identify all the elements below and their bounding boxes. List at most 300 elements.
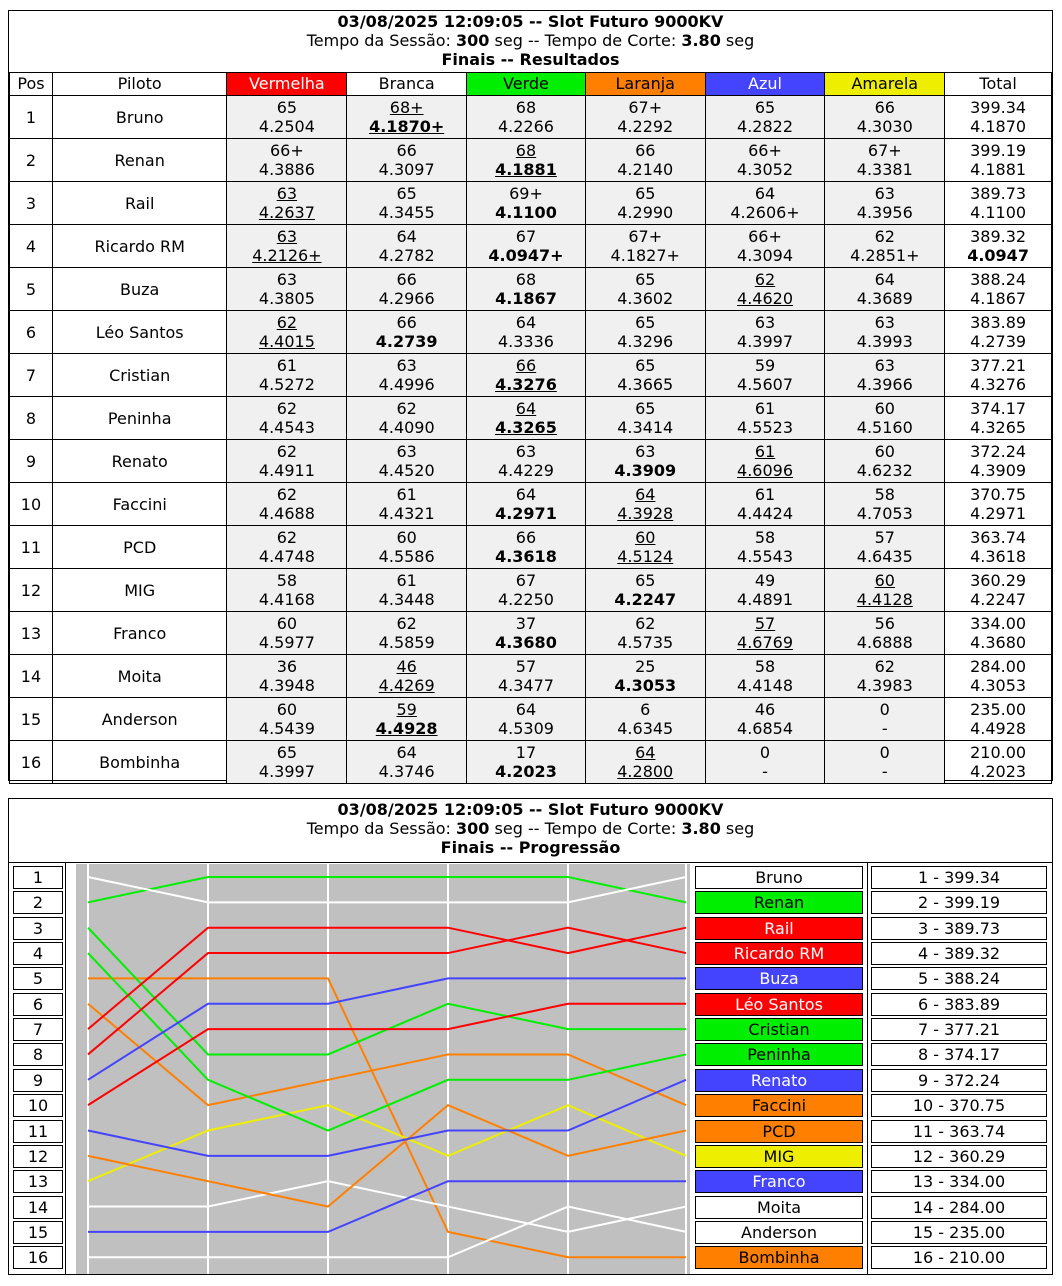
lane-result-cell xyxy=(705,96,825,139)
lane-result-cell xyxy=(227,354,347,397)
table-row xyxy=(10,268,1052,311)
laps-value: 64 xyxy=(635,743,656,762)
laps-value: 65 xyxy=(396,184,417,203)
lane-result-cell xyxy=(825,741,945,784)
laps-value: 0 xyxy=(879,743,890,762)
total-cell xyxy=(945,741,1052,784)
lap-time-value: 4.2266 xyxy=(497,117,554,136)
best-time: 4.2023 xyxy=(970,762,1027,781)
lane-result-cell xyxy=(467,655,586,698)
total-laps: 389.32 xyxy=(970,227,1027,246)
laps-value: 69+ xyxy=(509,184,543,203)
lap-time-value: 4.2606+ xyxy=(730,203,800,222)
table-row xyxy=(10,182,1052,225)
session-line: Tempo da Sessão: 300 seg -- Tempo de Corte: 3.80 seg xyxy=(306,819,755,838)
lane-result-cell xyxy=(825,225,945,268)
best-time: 4.3276 xyxy=(970,375,1027,394)
lane-result-cell xyxy=(467,569,586,612)
laps-value: 66+ xyxy=(748,227,782,246)
lane-result-cell xyxy=(467,96,586,139)
lane-result-cell xyxy=(705,483,825,526)
lap-time-value: - xyxy=(881,719,888,738)
laps-value: 61 xyxy=(754,399,776,418)
laps-value: 46 xyxy=(754,700,776,719)
laps-value: 63 xyxy=(276,184,298,203)
laps-value: 64 xyxy=(635,485,656,504)
lane-result-cell xyxy=(227,139,347,182)
legend-driver-name: Renan xyxy=(695,891,863,914)
legend-driver-name: Bombinha xyxy=(695,1246,863,1269)
total-cell xyxy=(945,698,1052,741)
pos-cell: 15 xyxy=(10,698,53,741)
laps-value: 61 xyxy=(754,442,776,461)
lap-time-value: 4.3746 xyxy=(378,762,435,781)
final-score: 3 - 389.73 xyxy=(871,917,1047,940)
lane-result-cell xyxy=(825,182,945,225)
lane-result-cell xyxy=(705,440,825,483)
legend-driver-name: Anderson xyxy=(695,1221,863,1244)
lap-time-value: 4.2140 xyxy=(617,160,674,179)
laps-value: 62 xyxy=(276,399,298,418)
laps-value: 62 xyxy=(276,313,298,332)
laps-value: 58 xyxy=(754,528,776,547)
pos-cell: 8 xyxy=(10,397,53,440)
lap-time-value: 4.5523 xyxy=(737,418,793,437)
laps-value: 58 xyxy=(754,657,776,676)
laps-value: 63 xyxy=(276,227,298,246)
laps-value: 49 xyxy=(754,571,776,590)
total-laps: 388.24 xyxy=(970,270,1027,289)
laps-value: 63 xyxy=(396,442,417,461)
laps-value: 63 xyxy=(515,442,537,461)
col-piloto: Piloto xyxy=(52,73,227,96)
final-score: 10 - 370.75 xyxy=(871,1094,1047,1117)
lap-time-value: 4.7053 xyxy=(856,504,913,523)
lane-result-cell xyxy=(347,225,467,268)
title-line: 03/08/2025 12:09:05 -- Slot Futuro 9000KV xyxy=(337,800,724,819)
lap-time-value: 4.4928 xyxy=(375,719,438,738)
laps-value: 66 xyxy=(515,356,537,375)
best-time: 4.4928 xyxy=(970,719,1027,738)
table-row xyxy=(10,569,1052,612)
driver-name: Renan xyxy=(52,139,227,182)
best-time: 4.1870 xyxy=(970,117,1027,136)
total-laps: 389.73 xyxy=(970,184,1027,203)
laps-value: 68 xyxy=(515,270,537,289)
total-cell xyxy=(945,268,1052,311)
lane-result-cell xyxy=(347,741,467,784)
lap-time-value: 4.4891 xyxy=(737,590,793,609)
lap-time-value: 4.3381 xyxy=(856,160,913,179)
laps-value: 67+ xyxy=(867,141,902,160)
lap-time-value: 4.5124 xyxy=(617,547,674,566)
position-label: 1 xyxy=(13,866,63,889)
laps-value: 64 xyxy=(396,227,417,246)
legend-driver-name: Franco xyxy=(695,1170,863,1193)
final-score: 12 - 360.29 xyxy=(871,1145,1047,1168)
divider xyxy=(867,862,868,1274)
lane-result-cell xyxy=(347,311,467,354)
lap-time-value: 4.3052 xyxy=(737,160,793,179)
lane-result-cell xyxy=(467,483,586,526)
lap-time-value: 4.1881 xyxy=(495,160,557,179)
pos-cell: 5 xyxy=(10,268,53,311)
lap-time-value: 4.3665 xyxy=(617,375,674,394)
table-row xyxy=(10,612,1052,655)
lane-result-cell xyxy=(825,440,945,483)
laps-value: 66 xyxy=(515,528,537,547)
lap-time-value: 4.3097 xyxy=(378,160,435,179)
laps-value: 62 xyxy=(874,227,895,246)
total-cell xyxy=(945,655,1052,698)
total-cell xyxy=(945,569,1052,612)
lane-result-cell xyxy=(825,268,945,311)
lap-time-value: 4.3296 xyxy=(617,332,674,351)
col-lane-verde: Verde xyxy=(467,73,586,96)
lap-time-value: 4.2966 xyxy=(378,289,435,308)
lap-time-value: 4.3680 xyxy=(495,633,557,652)
total-cell xyxy=(945,354,1052,397)
lane-result-cell xyxy=(467,311,586,354)
lane-result-cell xyxy=(347,96,467,139)
col-lane-vermelha: Vermelha xyxy=(227,73,347,96)
legend-driver-name: Ricardo RM xyxy=(695,942,863,965)
lap-time-value: 4.4543 xyxy=(258,418,315,437)
lap-time-value: 4.1100 xyxy=(495,203,557,222)
lap-time-value: 4.2739 xyxy=(375,332,438,351)
laps-value: 64 xyxy=(754,184,776,203)
legend-driver-name: Léo Santos xyxy=(695,993,863,1016)
lap-time-value: 4.2126+ xyxy=(252,246,322,265)
lane-result-cell xyxy=(705,139,825,182)
table-row xyxy=(10,139,1052,182)
total-cell xyxy=(945,440,1052,483)
position-label: 12 xyxy=(13,1145,63,1168)
lane-result-cell xyxy=(227,526,347,569)
lap-time-value: 4.2504 xyxy=(258,117,315,136)
pos-cell: 3 xyxy=(10,182,53,225)
lane-result-cell xyxy=(227,698,347,741)
position-label: 8 xyxy=(13,1043,63,1066)
driver-name: MIG xyxy=(52,569,227,612)
pos-cell: 6 xyxy=(10,311,53,354)
lane-result-cell xyxy=(467,139,586,182)
lap-time-value: 4.5607 xyxy=(737,375,793,394)
pos-cell: 11 xyxy=(10,526,53,569)
lane-result-cell xyxy=(227,182,347,225)
best-time: 4.2739 xyxy=(970,332,1027,351)
results-table xyxy=(9,72,1052,784)
laps-value: 60 xyxy=(276,700,298,719)
final-score: 2 - 399.19 xyxy=(871,891,1047,914)
lap-time-value: 4.4520 xyxy=(378,461,435,480)
driver-name: Cristian xyxy=(52,354,227,397)
final-score: 14 - 284.00 xyxy=(871,1196,1047,1219)
legend-driver-name: Rail xyxy=(695,917,863,940)
table-row xyxy=(10,741,1052,784)
lane-result-cell xyxy=(705,268,825,311)
laps-value: 61 xyxy=(396,485,417,504)
laps-value: 60 xyxy=(396,528,417,547)
lap-time-value: 4.0947+ xyxy=(488,246,564,265)
lap-time-value: 4.3948 xyxy=(258,676,315,695)
total-cell xyxy=(945,397,1052,440)
lap-time-value: 4.3909 xyxy=(614,461,677,480)
laps-value: 17 xyxy=(515,743,537,762)
lane-result-cell xyxy=(467,612,586,655)
laps-value: 46 xyxy=(396,657,417,676)
final-score: 7 - 377.21 xyxy=(871,1018,1047,1041)
lap-time-value: 4.3602 xyxy=(617,289,674,308)
laps-value: 57 xyxy=(874,528,895,547)
lap-time-value: 4.4911 xyxy=(258,461,315,480)
total-cell xyxy=(945,182,1052,225)
laps-value: 59 xyxy=(754,356,776,375)
lane-result-cell xyxy=(467,526,586,569)
laps-value: 65 xyxy=(276,743,298,762)
total-cell xyxy=(945,311,1052,354)
laps-value: 65 xyxy=(754,98,776,117)
total-cell xyxy=(945,612,1052,655)
lap-time-value: 4.3030 xyxy=(856,117,913,136)
laps-value: 60 xyxy=(874,571,895,590)
total-laps: 377.21 xyxy=(970,356,1027,375)
lane-result-cell xyxy=(585,354,705,397)
total-cell xyxy=(945,96,1052,139)
pos-cell: 7 xyxy=(10,354,53,397)
lane-result-cell xyxy=(585,311,705,354)
lap-time-value: 4.3448 xyxy=(378,590,435,609)
table-row xyxy=(10,96,1052,139)
lane-result-cell xyxy=(467,225,586,268)
laps-value: 56 xyxy=(874,614,895,633)
lap-time-value: 4.3455 xyxy=(378,203,435,222)
lap-time-value: 4.3414 xyxy=(617,418,674,437)
driver-name: Renato xyxy=(52,440,227,483)
lane-result-cell xyxy=(347,526,467,569)
laps-value: 60 xyxy=(276,614,298,633)
legend-driver-name: MIG xyxy=(695,1145,863,1168)
lap-time-value: 4.3993 xyxy=(856,332,913,351)
lap-time-value: 4.5272 xyxy=(258,375,315,394)
lane-result-cell xyxy=(705,698,825,741)
lap-time-value: 4.6769 xyxy=(737,633,793,652)
driver-name: Franco xyxy=(52,612,227,655)
laps-value: 63 xyxy=(635,442,656,461)
laps-value: 64 xyxy=(515,485,537,504)
legend-driver-name: Buza xyxy=(695,967,863,990)
lap-time-value: 4.2971 xyxy=(495,504,557,523)
driver-name: Anderson xyxy=(52,698,227,741)
laps-value: 67+ xyxy=(628,98,663,117)
lane-result-cell xyxy=(227,96,347,139)
laps-value: 62 xyxy=(276,528,298,547)
lane-result-cell xyxy=(825,655,945,698)
lane-result-cell xyxy=(347,483,467,526)
lane-result-cell xyxy=(585,139,705,182)
legend-driver-name: Bruno xyxy=(695,866,863,889)
lane-result-cell xyxy=(825,354,945,397)
lane-result-cell xyxy=(825,139,945,182)
lap-time-value: 4.4620 xyxy=(737,289,793,308)
lane-result-cell xyxy=(705,655,825,698)
lap-time-value: 4.5859 xyxy=(378,633,435,652)
lane-result-cell xyxy=(227,397,347,440)
laps-value: 64 xyxy=(515,313,537,332)
lane-result-cell xyxy=(705,526,825,569)
pos-cell: 14 xyxy=(10,655,53,698)
total-laps: 399.34 xyxy=(970,98,1027,117)
laps-value: 65 xyxy=(635,399,656,418)
laps-value: 62 xyxy=(754,270,776,289)
total-cell xyxy=(945,526,1052,569)
final-score: 8 - 374.17 xyxy=(871,1043,1047,1066)
lane-result-cell xyxy=(585,440,705,483)
results-header xyxy=(9,11,1052,69)
position-label: 13 xyxy=(13,1170,63,1193)
driver-name: Ricardo RM xyxy=(52,225,227,268)
laps-value: 63 xyxy=(396,356,417,375)
lap-time-value: 4.3477 xyxy=(497,676,554,695)
lap-time-value: 4.2250 xyxy=(497,590,554,609)
lap-time-value: 4.3956 xyxy=(856,203,913,222)
lane-result-cell xyxy=(467,397,586,440)
lane-result-cell xyxy=(825,483,945,526)
laps-value: 62 xyxy=(635,614,656,633)
lane-result-cell xyxy=(585,96,705,139)
best-time: 4.3618 xyxy=(970,547,1027,566)
position-label: 6 xyxy=(13,993,63,1016)
laps-value: 60 xyxy=(874,399,895,418)
best-time: 4.3909 xyxy=(970,461,1027,480)
laps-value: 68 xyxy=(515,141,537,160)
lap-time-value: 4.1827+ xyxy=(610,246,680,265)
lane-result-cell xyxy=(705,311,825,354)
laps-value: 62 xyxy=(276,442,298,461)
pos-cell: 10 xyxy=(10,483,53,526)
laps-value: 6 xyxy=(640,700,651,719)
laps-value: 37 xyxy=(515,614,537,633)
laps-value: 66 xyxy=(396,270,417,289)
legend-driver-name: PCD xyxy=(695,1120,863,1143)
laps-value: 66+ xyxy=(270,141,304,160)
lane-result-cell xyxy=(347,569,467,612)
lane-result-cell xyxy=(467,698,586,741)
lap-time-value: 4.5309 xyxy=(497,719,554,738)
lane-result-cell xyxy=(585,698,705,741)
col-total: Total xyxy=(945,73,1052,96)
total-laps: 360.29 xyxy=(970,571,1027,590)
best-time: 4.3680 xyxy=(970,633,1027,652)
lane-result-cell xyxy=(227,311,347,354)
lap-time-value: 4.3276 xyxy=(495,375,557,394)
total-cell xyxy=(945,483,1052,526)
lane-result-cell xyxy=(227,612,347,655)
lap-time-value: 4.6232 xyxy=(856,461,913,480)
lap-time-value: 4.6096 xyxy=(737,461,793,480)
lane-result-cell xyxy=(825,96,945,139)
laps-value: 25 xyxy=(635,657,656,676)
results-header-row xyxy=(10,73,1052,96)
lap-time-value: 4.3336 xyxy=(497,332,554,351)
pos-cell: 16 xyxy=(10,741,53,784)
laps-value: 68+ xyxy=(389,98,424,117)
position-label: 9 xyxy=(13,1069,63,1092)
pos-cell: 4 xyxy=(10,225,53,268)
laps-value: 64 xyxy=(515,700,537,719)
lane-result-cell xyxy=(347,440,467,483)
final-score: 15 - 235.00 xyxy=(871,1221,1047,1244)
position-label: 16 xyxy=(13,1246,63,1269)
lane-result-cell xyxy=(467,354,586,397)
pos-cell: 1 xyxy=(10,96,53,139)
total-laps: 399.19 xyxy=(970,141,1027,160)
laps-value: 62 xyxy=(396,614,417,633)
lap-time-value: 4.2782 xyxy=(378,246,435,265)
laps-value: 59 xyxy=(396,700,417,719)
pos-cell: 13 xyxy=(10,612,53,655)
lane-result-cell xyxy=(227,225,347,268)
lap-time-value: 4.4229 xyxy=(497,461,554,480)
progression-header xyxy=(9,799,1052,857)
laps-value: 63 xyxy=(276,270,298,289)
lap-time-value: 4.2637 xyxy=(258,203,315,222)
lap-time-value: 4.1867 xyxy=(495,289,557,308)
laps-value: 62 xyxy=(276,485,298,504)
lap-time-value: 4.6435 xyxy=(856,547,913,566)
col-lane-amarela: Amarela xyxy=(825,73,945,96)
total-cell xyxy=(945,225,1052,268)
position-label: 3 xyxy=(13,917,63,940)
laps-value: 66+ xyxy=(748,141,782,160)
table-row xyxy=(10,397,1052,440)
lane-result-cell xyxy=(705,612,825,655)
lane-result-cell xyxy=(227,569,347,612)
laps-value: 67 xyxy=(515,571,537,590)
lane-result-cell xyxy=(585,612,705,655)
progression-panel xyxy=(8,798,1053,1275)
lap-time-value: 4.3997 xyxy=(737,332,793,351)
lap-time-value: 4.5543 xyxy=(737,547,793,566)
lap-time-value: 4.6888 xyxy=(856,633,913,652)
position-label: 15 xyxy=(13,1221,63,1244)
lap-time-value: 4.4015 xyxy=(258,332,315,351)
lane-result-cell xyxy=(467,182,586,225)
total-laps: 284.00 xyxy=(970,657,1027,676)
lap-time-value: 4.3983 xyxy=(856,676,913,695)
session-line: Tempo da Sessão: 300 seg -- Tempo de Corte: 3.80 seg xyxy=(306,31,755,50)
col-lane-laranja: Laranja xyxy=(585,73,705,96)
results-panel xyxy=(8,10,1053,781)
lap-time-value: 4.5586 xyxy=(378,547,435,566)
lap-time-value: 4.4996 xyxy=(378,375,435,394)
laps-value: 66 xyxy=(396,141,417,160)
laps-value: 62 xyxy=(874,657,895,676)
lap-time-value: 4.3094 xyxy=(737,246,793,265)
divider xyxy=(65,862,66,1274)
lap-time-value: 4.6345 xyxy=(617,719,674,738)
best-time: 4.2247 xyxy=(970,590,1027,609)
lane-result-cell xyxy=(825,612,945,655)
table-row xyxy=(10,311,1052,354)
legend-driver-name: Faccini xyxy=(695,1094,863,1117)
laps-value: 66 xyxy=(874,98,895,117)
col-lane-branca: Branca xyxy=(347,73,467,96)
laps-value: 61 xyxy=(276,356,298,375)
lane-result-cell xyxy=(347,655,467,698)
laps-value: 0 xyxy=(879,700,890,719)
lap-time-value: 4.2851+ xyxy=(850,246,920,265)
